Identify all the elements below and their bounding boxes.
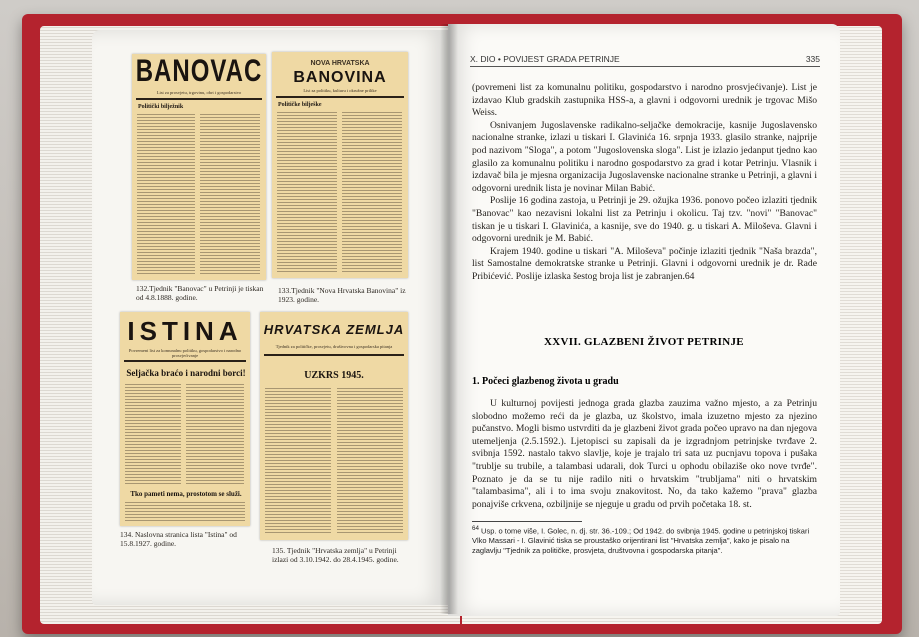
footnote-rule bbox=[472, 521, 582, 522]
masthead-small: NOVA HRVATSKA bbox=[310, 60, 370, 67]
newspaper-clipping-istina bbox=[120, 312, 250, 526]
section-body bbox=[472, 398, 817, 511]
text-columns bbox=[200, 114, 260, 274]
divider bbox=[136, 98, 262, 100]
footnote bbox=[472, 524, 817, 555]
paragraph: Poslije 16 godina zastoja, u Petrinji je 29. ožujka 1936. ponovo počeo izlaziti tjednik "Banovac" kao nezavisni lokalni list za Petrinju i okolicu. Taj tzv. "novi" "Banovac" tiskan je u tiskari I. Glavinića, a kasnije, sve do 1940. g. u tiskari A. Miloševa. Glavni i odgovorni urednik je M. Babić. bbox=[472, 195, 817, 245]
page-number: 335 bbox=[805, 54, 820, 64]
masthead-subtitle: Povremeni list za komunalnu politiku, gospodarstvo i narodno prosvjećivanje bbox=[128, 348, 242, 358]
caption-134: 134. Naslovna stranica lista "Istina" od 15.8.1927. godine. bbox=[120, 530, 237, 548]
chapter-title: XXVII. GLAZBENI ŽIVOT PETRINJE bbox=[544, 336, 744, 348]
caption-135: 135. Tjednik "Hrvatska zemlja" u Petrinji izlazi od 3.10.1942. do 28.4.1945. godine. bbox=[272, 546, 399, 564]
masthead: BANOVINA bbox=[293, 69, 387, 86]
paragraph: Krajem 1940. godine u tiskari "A. Miloševa" počinje izlaziti tjednik "Naša brazda", list Samostalne demokratske stranke u Petrinji. Glavni i odgovorni urednik je dr. Rade Pribićević. Poslije izlaska šestog broja list je zabranjen.64 bbox=[472, 245, 817, 282]
paragraph: (povremeni list za komunalnu politiku, gospodarstvo i narodno prosvjećivanje). List je izdavao Klub gradskih zastupnika HSS-a, a glavni i odgovorni urednik je trgovac Mišo Weiss. bbox=[472, 82, 817, 119]
masthead-subtitle: List za prosvjetu, trgovinu, obrt i gospodarstvo bbox=[156, 90, 242, 95]
text-columns bbox=[277, 112, 337, 272]
running-head bbox=[470, 54, 820, 67]
book-gutter bbox=[440, 24, 458, 614]
body-text bbox=[472, 82, 817, 284]
newspaper-clipping-banovina bbox=[272, 52, 408, 278]
text-columns bbox=[186, 384, 244, 484]
left-page bbox=[92, 30, 448, 605]
masthead-subtitle: List za politiku, kulturu i okružne prilike bbox=[303, 88, 377, 93]
text-columns bbox=[137, 114, 195, 274]
newspaper-clipping-hrvatska-zemlja bbox=[260, 312, 408, 540]
right-page bbox=[448, 24, 840, 616]
divider bbox=[124, 360, 246, 362]
masthead: ISTINA bbox=[127, 316, 243, 346]
newspaper-clipping-banovac bbox=[132, 54, 266, 280]
masthead: HRVATSKA ZEMLJA bbox=[263, 322, 405, 337]
divider bbox=[276, 96, 404, 98]
footnote-number: 64 bbox=[472, 525, 479, 532]
footer-headline: Tko pameti nema, prostotom se služi. bbox=[130, 490, 242, 498]
footnote-text: Usp. o tome više, I. Golec, n. dj. str. 36.-109.; Od 1942. do svibnja 1945. godine u petrinjskoj tiskari Vlko Massari - I. Glavinić tiska se proustaško orijentirani list "Hrvatska zemlja", kako je pisalo na zaglavlju "Tjednik za političke, prosvjeta, društvovna i gospodarska pitanja". bbox=[472, 526, 810, 555]
caption-133: 133.Tjednik "Nova Hrvatska Banovina" iz 1923. godine. bbox=[278, 286, 406, 304]
masthead: BANOVAC bbox=[135, 54, 263, 89]
section-title: 1. Počeci glazbenog života u gradu bbox=[472, 376, 619, 387]
headline: Seljačka braćo i narodni borci! bbox=[126, 368, 246, 378]
text-columns bbox=[125, 502, 245, 522]
running-head-title: X. DIO • POVIJEST GRADA PETRINJE bbox=[470, 54, 620, 64]
paragraph: U kulturnoj povijesti jednoga grada glazba zauzima važno mjesto, a za Petrinju slobodno možemo reći da je glazba, uz školstvo, imala izuzetno mjesto za njezino pučanstvo. Mogli bismo ustvrditi da je glazbeni život grada počeo upravo na dan njegova utemeljenja (2.5.1592.). Ljetopisci su zapisali da je izgradnjom petrinjske tvrđave 2. svibnja 1592. nastalo takvo slavlje, koje je trajalo tri sata uz pucnjavu topova i pušaka "trublje su trubile, a talambasi udarali, dok Turci u ophodu obilaziše oko nove tvrđe". Poznato je da se tu nije radilo niti o hrvatskim "trubljama" niti o hrvatskim "talambasima", ali i to ima svoju znakovitost. No, da tako kažemo "prava" glazba ponajviše crkvena, ozbiljnije se njeguje u gradu od prvih početaka 18. st. bbox=[472, 398, 817, 510]
text-columns bbox=[265, 388, 331, 533]
paragraph: Osnivanjem Jugoslavenske radikalno-seljačke demokracije, kasnije Jugoslavensko nacionalne stranke, izlazi u tiskari I. Glavinića 16. srpnja 1933. glasilo stranke, najprije pod nazivom "Sloga", a potom "Jugoslovenska sloga". List je izlazio jedanput tjedno kao glasilo za komunalnu politiku i narodno gospodarstvo za grad i kotar Petrinju. Vlasnik i izdavač bila je mjesna organizacija Jugoslavenske nacionalne stranke u Petrinji, a glavni i odgovorni urednik lista je novinar Milan Babić. bbox=[472, 119, 817, 194]
caption-132: 132.Tjednik "Banovac" u Petrinji je tiskan od 4.8.1888. godine. bbox=[136, 284, 264, 302]
headline: UZKRS 1945. bbox=[304, 370, 364, 381]
headline: Politički bilježnik bbox=[138, 104, 184, 110]
divider bbox=[264, 354, 404, 356]
headline: Političke bilješke bbox=[278, 102, 322, 108]
text-columns bbox=[125, 384, 181, 484]
masthead-subtitle: Tjednik za političke, prosvjetu, društvovna i gospodarska pitanja bbox=[275, 344, 393, 349]
text-columns bbox=[342, 112, 402, 272]
text-columns bbox=[337, 388, 403, 533]
